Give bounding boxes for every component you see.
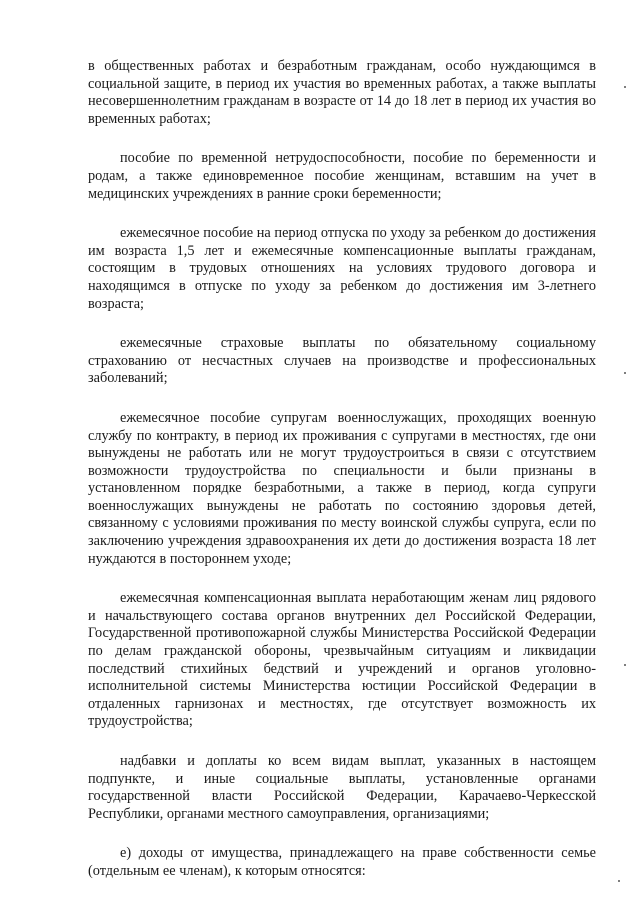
paragraph-temporary-disability: пособие по временной нетрудоспособности, пособие по беременности и родам, а также единовременное пособие женщинам, вставшим на учет в медицинских учреждениях в ранние сроки беременности; — [88, 150, 596, 202]
paragraph-childcare-allowance: ежемесячное пособие на период отпуска по уходу за ребенком до достижения им возраста 1,5 лет и ежемесячные компенсационные выплаты гражданам, состоящим в трудовых отношениях на условиях трудового договора и находящимся в отпуске по уходу за ребенком до достижения им 3-летнего возраста; — [88, 225, 596, 312]
paragraph-insurance-payments: ежемесячные страховые выплаты по обязательному социальному страхованию от несчастных случаев на производстве и профессиональных заболеваний; — [88, 335, 596, 387]
scan-speck — [624, 664, 626, 666]
paragraph-property-income: е) доходы от имущества, принадлежащего на праве собственности семье (отдельным ее членам), к которым относятся: — [88, 845, 596, 879]
document-body — [88, 58, 596, 903]
paragraph-public-works: в общественных работах и безработным гражданам, особо нуждающимся в социальной защите, в период их участия во временных работах, а также выплаты несовершеннолетним гражданам в возрасте от 14 до 18 лет в период их участия во временных работах; — [88, 58, 596, 127]
paragraph-supplements: надбавки и доплаты ко всем видам выплат, указанных в настоящем подпункте, и иные социальные выплаты, установленные органами государственной власти Российской Федерации, Карачаево-Черкесской Республики, органами местного самоуправления, организациями; — [88, 753, 596, 822]
scan-speck — [618, 880, 620, 882]
scan-speck — [624, 372, 626, 374]
scan-speck — [624, 86, 626, 88]
paragraph-military-spouses: ежемесячное пособие супругам военнослужащих, проходящих военную службу по контракту, в период их проживания с супругами в местностях, где они вынуждены не работать или не могут трудоустроиться в связи с отсутствием возможности трудоустройства по специальности и были признаны в установленном порядке безработными, а также в период, когда супруги военнослужащих вынуждены не работать по состоянию здоровья детей, связанному с условиями проживания по месту воинской службы супруга, если по заключению учреждения здравоохранения их дети до достижения возраста 18 лет нуждаются в постороннем уходе; — [88, 409, 596, 567]
paragraph-compensation-wives: ежемесячная компенсационная выплата неработающим женам лиц рядового и начальствующего состава органов внутренних дел Российской Федерации, Государственной противопожарной службы Министерства Российской Федерации по делам гражданской обороны, чрезвычайным ситуациям и ликвидации последствий стихийных бедствий и учреждений и органов уголовно-исполнительной системы Министерства юстиции Российской Федерации в отдаленных гарнизонах и местностях, где отсутствует возможность их трудоустройства; — [88, 590, 596, 730]
